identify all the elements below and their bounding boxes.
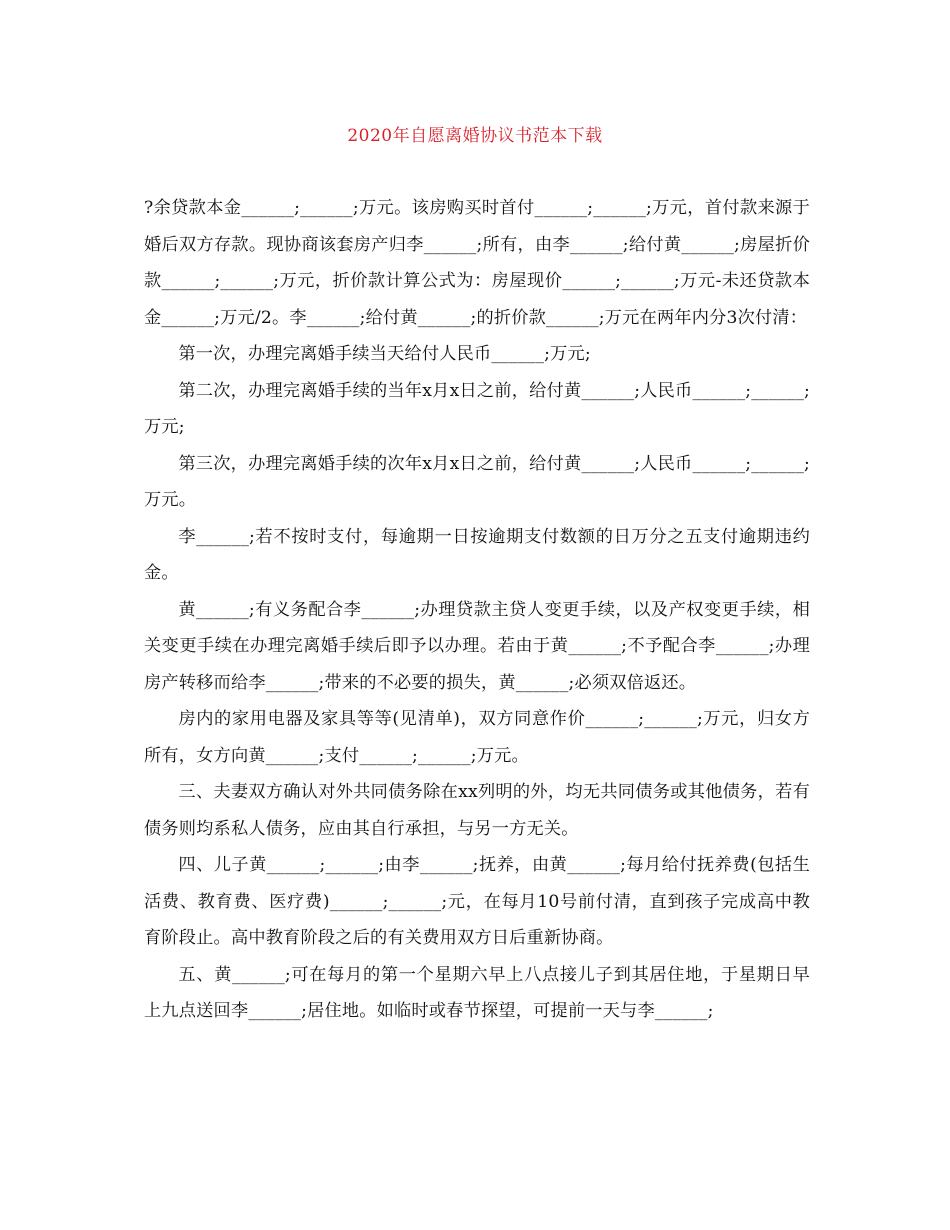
paragraph-clause-four-custody: 四、儿子黄______;______;由李______;抚养，由黄______;每月给付抚养费(包括生活费、教育费、医疗费)______;______;元，在每月10号前付清，直到孩子完成高中教育阶段止。高中教育阶段之后的有关费用双方日后重新协商。 <box>144 855 810 948</box>
paragraph-house-loan: ?余贷款本金______;______;万元。该房购买时首付______;______;万元，首付款来源于婚后双方存款。现协商该套房产归李______;所有，由李______;给付黄______;房屋折价款______;______;万元，折价款计算公式为：房屋现价______;______;万元-未还贷款本金______;万元/2。李______;给付黄______;的折价款______;万元在两年内分3次付清： <box>144 198 810 328</box>
paragraph-furniture: 房内的家用电器及家具等等(见清单)，双方同意作价______;______;万元，归女方所有，女方向黄______;支付______;______;万元。 <box>144 709 810 766</box>
paragraph-payment-second: 第二次，办理完离婚手续的当年x月x日之前，给付黄______;人民币______;______;万元; <box>144 380 810 437</box>
paragraph-clause-five-visitation: 五、黄______;可在每月的第一个星期六早上八点接儿子到其居住地，于星期日早上九点送回李______;居住地。如临时或春节探望，可提前一天与李______; <box>144 964 810 1021</box>
document-body <box>144 190 810 1030</box>
paragraph-payment-third: 第三次，办理完离婚手续的次年x月x日之前，给付黄______;人民币______;______;万元。 <box>144 453 810 510</box>
paragraph-late-penalty: 李______;若不按时支付，每逾期一日按逾期支付数额的日万分之五支付逾期违约金。 <box>144 526 810 583</box>
document-title: 2020年自愿离婚协议书范本下载 <box>347 126 603 146</box>
paragraph-clause-three-debts: 三、夫妻双方确认对外共同债务除在xx列明的外，均无共同债务或其他债务，若有债务则均系私人债务，应由其自行承担，与另一方无关。 <box>144 782 810 839</box>
paragraph-payment-first: 第一次，办理完离婚手续当天给付人民币______;万元; <box>178 344 591 364</box>
paragraph-loan-transfer: 黄______;有义务配合李______;办理贷款主贷人变更手续，以及产权变更手续，相关变更手续在办理完离婚手续后即予以办理。若由于黄______;不予配合李______;办理房产转移而给李______;带来的不必要的损失，黄______;必须双倍返还。 <box>144 599 810 693</box>
